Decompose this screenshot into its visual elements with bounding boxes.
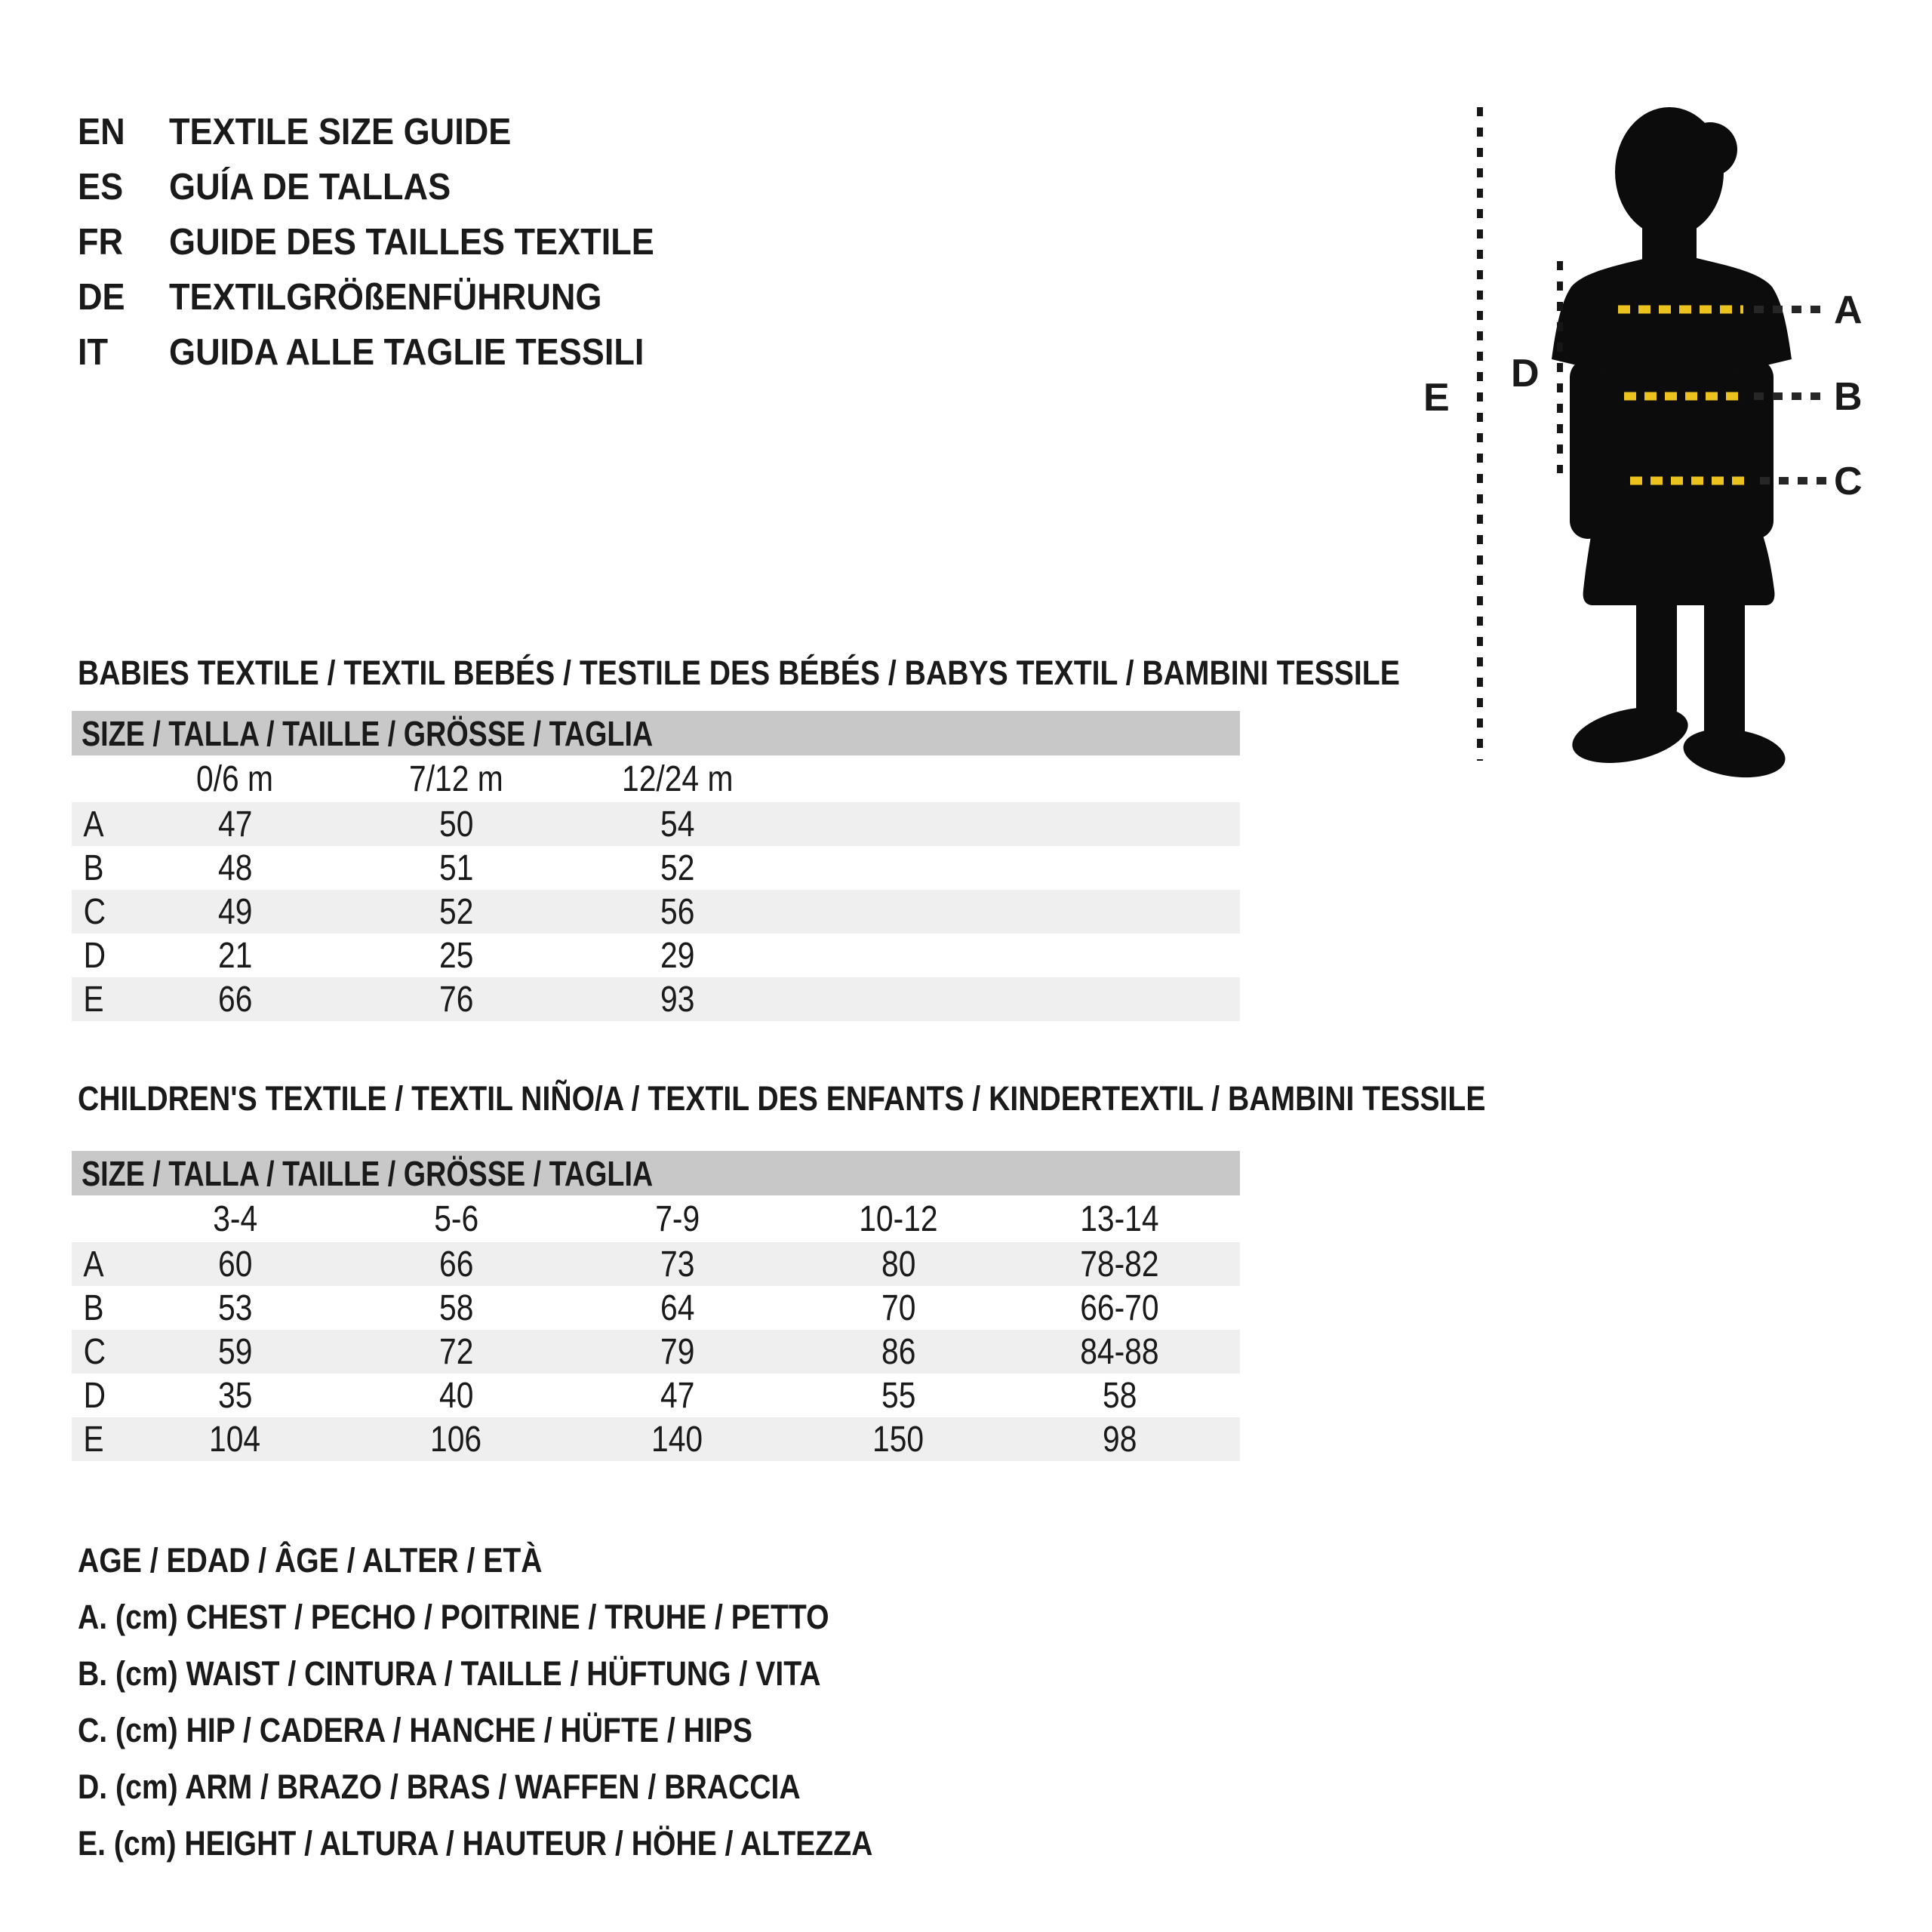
language-title-label: TEXTILE SIZE GUIDE	[169, 111, 512, 152]
table-cell: 66	[217, 979, 253, 1020]
babies-column-headers	[72, 755, 1240, 802]
table-cell: 86	[881, 1331, 916, 1372]
table-cell: 106	[430, 1419, 482, 1460]
table-cell: 76	[438, 979, 474, 1020]
row-label: C	[83, 891, 106, 932]
table-cell: 140	[651, 1419, 703, 1460]
children-section-title-label: CHILDREN'S TEXTILE / TEXTIL NIÑO/A / TEXTIL DES ENFANTS / KINDERTEXTIL / BAMBINI TESSILE	[78, 1079, 1486, 1118]
table-row-a	[72, 1242, 1240, 1286]
table-cell: 84-88	[1080, 1331, 1159, 1372]
table-cell: 104	[209, 1419, 261, 1460]
language-title	[169, 331, 685, 374]
row-label: D	[83, 935, 106, 976]
row-label: B	[83, 1287, 104, 1328]
table-cell: 25	[438, 935, 474, 976]
language-title	[169, 221, 697, 263]
table-cell: 49	[217, 891, 253, 932]
column-header: 7/12 m	[409, 758, 503, 799]
table-cell: 79	[660, 1331, 695, 1372]
measurement-legend	[78, 1532, 992, 1872]
children-size-table	[72, 1151, 1240, 1461]
table-row-d	[72, 934, 1240, 977]
table-cell: 98	[1102, 1419, 1137, 1460]
language-title-label: GUIDE DES TAILLES TEXTILE	[169, 221, 654, 263]
language-code	[78, 276, 169, 318]
children-column-headers	[72, 1195, 1240, 1242]
legend-line-height: E. (cm) HEIGHT / ALTURA / HAUTEUR / HÖHE / ALTEZZA	[78, 1823, 873, 1863]
babies-section-title	[78, 654, 1598, 693]
table-row-d	[72, 1374, 1240, 1417]
language-row-de	[78, 269, 697, 325]
table-cell: 47	[217, 804, 253, 844]
marker-label-a: A	[1834, 288, 1863, 332]
table-cell: 59	[217, 1331, 253, 1372]
table-cell: 73	[660, 1244, 695, 1284]
language-code	[78, 166, 169, 208]
table-row-b	[72, 1286, 1240, 1330]
table-cell: 66	[438, 1244, 474, 1284]
language-row-es	[78, 159, 697, 214]
table-cell: 52	[438, 891, 474, 932]
table-cell: 51	[438, 848, 474, 888]
table-cell: 54	[660, 804, 695, 844]
table-row-c	[72, 1330, 1240, 1374]
table-cell: 58	[438, 1287, 474, 1328]
language-title-label: TEXTILGRÖßENFÜHRUNG	[169, 276, 602, 318]
table-row-a	[72, 802, 1240, 846]
language-row-fr	[78, 214, 697, 269]
table-cell: 29	[660, 935, 695, 976]
legend-line-age: AGE / EDAD / ÂGE / ALTER / ETÀ	[78, 1540, 543, 1580]
size-header-label: SIZE / TALLA / TAILLE / GRÖSSE / TAGLIA	[82, 1153, 654, 1193]
language-code	[78, 331, 169, 374]
table-cell: 53	[217, 1287, 253, 1328]
language-title	[169, 276, 639, 318]
row-label: E	[83, 979, 104, 1020]
table-row-e	[72, 1417, 1240, 1461]
table-cell: 55	[881, 1375, 916, 1416]
table-cell: 93	[660, 979, 695, 1020]
table-cell: 66-70	[1080, 1287, 1159, 1328]
column-header: 0/6 m	[196, 758, 274, 799]
children-table-header-bar	[72, 1151, 1240, 1195]
babies-table-header-bar	[72, 711, 1240, 755]
marker-label-e: E	[1423, 376, 1450, 420]
language-code-label: ES	[78, 166, 124, 208]
table-row-b	[72, 846, 1240, 890]
row-label: A	[83, 804, 104, 844]
marker-label-c: C	[1834, 460, 1863, 503]
table-row-e	[72, 977, 1240, 1021]
table-cell: 47	[660, 1375, 695, 1416]
child-measurement-diagram	[1381, 45, 1932, 875]
language-title	[169, 111, 541, 153]
legend-line-chest: A. (cm) CHEST / PECHO / POITRINE / TRUHE / PETTO	[78, 1597, 829, 1636]
row-label: C	[83, 1331, 106, 1372]
table-cell: 35	[217, 1375, 253, 1416]
size-header-label: SIZE / TALLA / TAILLE / GRÖSSE / TAGLIA	[82, 713, 654, 753]
language-code-label: DE	[78, 276, 125, 318]
table-cell: 58	[1102, 1375, 1137, 1416]
column-header: 3-4	[213, 1198, 257, 1239]
table-cell: 78-82	[1080, 1244, 1159, 1284]
column-header: 5-6	[434, 1198, 478, 1239]
table-cell: 150	[872, 1419, 924, 1460]
column-header: 13-14	[1080, 1198, 1159, 1239]
language-title-label: GUÍA DE TALLAS	[169, 166, 451, 208]
legend-line-arm: D. (cm) ARM / BRAZO / BRAS / WAFFEN / BRACCIA	[78, 1767, 801, 1806]
table-cell: 60	[217, 1244, 253, 1284]
language-code	[78, 221, 169, 263]
row-label: D	[83, 1375, 106, 1416]
row-label: E	[83, 1419, 104, 1460]
language-code	[78, 111, 169, 153]
children-section-title	[78, 1079, 1696, 1118]
table-row-c	[72, 890, 1240, 934]
table-cell: 70	[881, 1287, 916, 1328]
babies-size-table	[72, 711, 1240, 1021]
marker-label-d: D	[1511, 352, 1540, 395]
table-cell: 64	[660, 1287, 695, 1328]
language-code-label: EN	[78, 111, 125, 152]
table-cell: 52	[660, 848, 695, 888]
row-label: B	[83, 848, 104, 888]
column-header: 10-12	[859, 1198, 938, 1239]
language-code-label: IT	[78, 331, 109, 373]
language-row-it	[78, 325, 697, 380]
language-title-label: GUIDA ALLE TAGLIE TESSILI	[169, 331, 645, 373]
legend-line-waist: B. (cm) WAIST / CINTURA / TAILLE / HÜFTUNG / VITA	[78, 1654, 821, 1693]
column-header: 7-9	[655, 1198, 700, 1239]
table-cell: 50	[438, 804, 474, 844]
table-cell: 40	[438, 1375, 474, 1416]
table-cell: 48	[217, 848, 253, 888]
legend-line-hip: C. (cm) HIP / CADERA / HANCHE / HÜFTE / HIPS	[78, 1710, 753, 1749]
table-cell: 72	[438, 1331, 474, 1372]
language-title-list	[78, 104, 697, 380]
table-cell: 56	[660, 891, 695, 932]
babies-section-title-label: BABIES TEXTILE / TEXTIL BEBÉS / TESTILE DES BÉBÉS / BABYS TEXTIL / BAMBINI TESSILE	[78, 654, 1400, 692]
language-row-en	[78, 104, 697, 159]
row-label: A	[83, 1244, 104, 1284]
table-cell: 21	[217, 935, 253, 976]
table-cell: 80	[881, 1244, 916, 1284]
column-header: 12/24 m	[621, 758, 734, 799]
marker-label-b: B	[1834, 375, 1863, 419]
language-title	[169, 166, 475, 208]
language-code-label: FR	[78, 221, 124, 263]
